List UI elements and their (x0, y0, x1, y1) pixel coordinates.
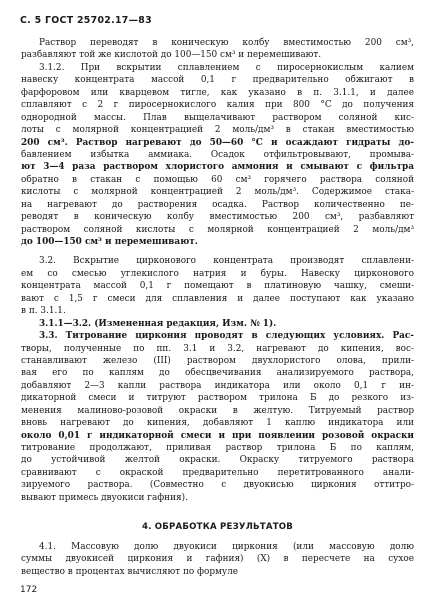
text-line: сплавляют с 2 г пиросернокислого калия при 800 °С до получения (21, 100, 414, 111)
section-title: 4. ОБРАБОТКА РЕЗУЛЬТАТОВ (141, 522, 294, 533)
text-line: станавливают железо (III) раствором двухлористого олова, прили- (21, 355, 414, 366)
spacer (21, 534, 414, 541)
text-line: ем со смесью углекислого натрия и буры. Навеску цирконового (21, 268, 414, 279)
text-line: около 0,01 г индикаторной смеси и при появлении розовой окраски (21, 430, 414, 441)
text-line: 3.1.2. При вскрытии сплавлением с пиросернокислым калием (39, 62, 414, 73)
text-line: кислоты с молярной концентрацией 2 моль/дм³. Содержимое стака- (21, 187, 414, 198)
text-line: 3.1.1—3.2. (Измененная редакция, Изм. № 1). (39, 318, 277, 329)
text-line: обратно в стакан с помощью 60 см³ горячего раствора соляной (21, 174, 414, 185)
text-line: до 100—150 см³ и перемешивают. (21, 237, 198, 247)
text-line: вывают примесь двуокиси гафния). (21, 492, 188, 503)
text-line: добавляют 2—3 капли раствора индикатора или около 0,1 г ин- (21, 380, 414, 391)
paragraph-4-1 (21, 541, 414, 578)
text-line: в п. 3.1.1. (21, 306, 66, 317)
text-line: дикаторной смеси и титруют раствором трилона Б до резкого из- (21, 393, 414, 404)
text-line: концентрата массой 0,1 г помещают в платиновую чашку, смеши- (21, 281, 414, 292)
text-line: творы, полученные по пп. 3.1 и 3.2, нагревают до кипения, вос- (21, 343, 414, 354)
amendment-note (21, 318, 414, 330)
text-line: раствором соляной кислоты с молярной концентрацией 2 моль/дм³ (21, 224, 414, 235)
text-line: вают с 1,5 г смеси для сплавления и далее поступают как указано (21, 293, 414, 304)
text-line: вещество в процентах вычисляют по формуле (21, 566, 239, 577)
text-line: навеску концентрата массой 0,1 г предварительно обжигают в (21, 75, 414, 86)
document-body (21, 37, 414, 578)
text-line: лоты с молярной концентрацией 2 моль/дм³ в стакан вместимостью (21, 125, 414, 136)
spacer (21, 248, 414, 255)
text-line: фарфоровом или кварцевом тигле, как указано в п. 3.1.1, и далее (21, 87, 414, 98)
page-number: 172 (20, 585, 38, 595)
paragraph-3-2 (21, 255, 414, 317)
text-line: 4.1. Массовую долю двуокиси циркония (или массовую долю (39, 541, 414, 552)
text-line: Раствор переводят в коническую колбу вместимостью 200 см³, (39, 38, 414, 48)
spacer (21, 504, 414, 521)
text-line: сравнивают с окраской предварительно перетитрованного анали- (21, 467, 414, 478)
paragraph-3-1-2 (21, 62, 414, 249)
text-line: 3.3. Титрование циркония проводят в следующих условиях. Рас- (39, 331, 414, 342)
paragraph-intro (21, 37, 414, 62)
text-line: 3.2. Вскрытие цирконового концентрата производят сплавлени- (39, 256, 414, 267)
text-line: однородной массы. Плав выщелачивают раствором соляной кис- (21, 112, 414, 123)
text-line: до устойчивой желтой окраски. Окраску титруемого раствора (21, 455, 414, 466)
text-line: 200 см³. Раствор нагревают до 50—60 °С и осаждают гидраты до- (21, 137, 414, 148)
text-line: вновь нагревают до кипения, добавляют 1 каплю индикатора или (21, 418, 414, 429)
text-line: титрование продолжают, приливая раствор трилона Б по каплям, (21, 443, 414, 453)
text-line: на нагревают до растворения осадка. Раствор количественно пе- (21, 199, 414, 210)
text-line: бавлением избытка аммиака. Осадок отфильтровывают, промыва- (21, 149, 414, 160)
text-line: разбавляют той же кислотой до 100—150 см³ и перемешивают. (21, 50, 322, 61)
paragraph-3-3 (21, 330, 414, 504)
page-header: С. 5 ГОСТ 25702.17—83 (20, 15, 152, 26)
text-line: зируемого раствора. (Совместно с двуокисью циркония оттитро- (21, 480, 414, 491)
text-line: суммы двуокисей циркония и гафния) (X) в пересчете на сухое (21, 554, 414, 565)
text-line: вая его по каплям до обесцвечивания анализируемого раствора, (21, 368, 414, 379)
text-line: ют 3—4 раза раствором хлористого аммония и смывают с фильтра (21, 162, 414, 173)
text-line: реводят в коническую колбу вместимостью 200 см³, разбавляют (21, 212, 414, 223)
text-line: менения малиново-розовой окраски в желтую. Титруемый раствор (21, 405, 414, 416)
